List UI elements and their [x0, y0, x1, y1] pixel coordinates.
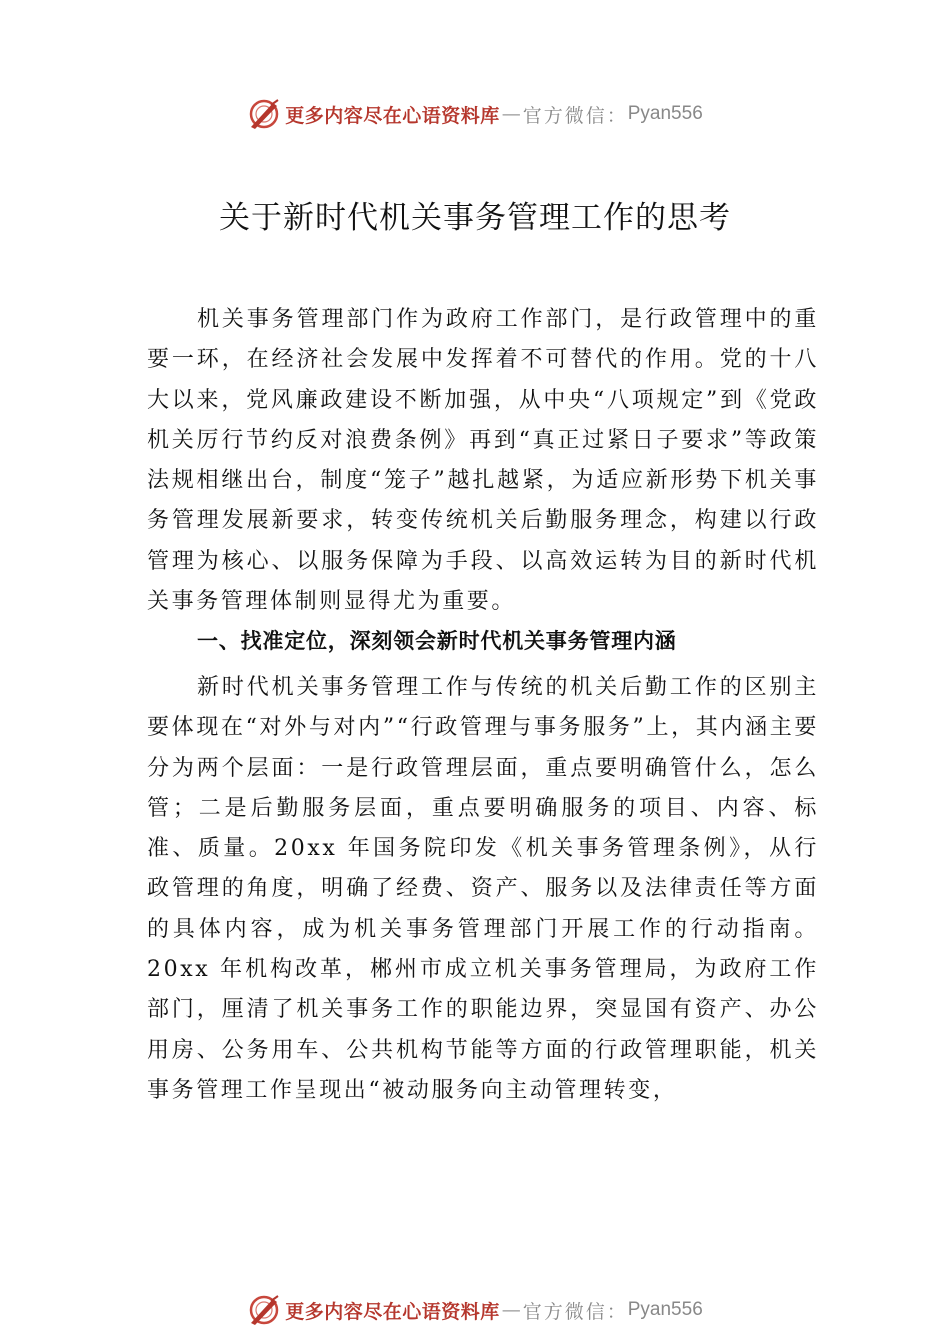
paragraph-section-1: 新时代机关事务管理工作与传统的机关后勤工作的区别主要体现在“对外与对内”“行政管理与事务服务”上，其内涵主要分为两个层面：一是行政管理层面，重点要明确管什么，怎么管；二是后勤服务层面，重点要明确服务的项目、内容、标准、质量。20xx 年国务院印发《机关事务管理条例》，从行政管理的角度，明确了经费、资产、服务以及法律责任等方面的具体内容，成为机关事务管理部门开展工作的行动指南。20xx 年机构改革，郴州市成立机关事务管理局，为政府工作部门，厘清了机关事务工作的职能边界，突显国有资产、办公用房、公务用车、公共机构节能等方面的行政管理职能，机关事务管理工作呈现出“被动服务向主动管理转变，	[147, 675, 819, 1103]
document-title: 关于新时代机关事务管理工作的思考	[219, 200, 731, 236]
watermark-label: 官方微信：	[522, 1300, 628, 1323]
footer-watermark	[0, 1290, 950, 1330]
watermark-wechat-id: Pyan556	[627, 103, 703, 124]
watermark-brand: 更多内容尽在心语资料库	[285, 104, 500, 127]
watermark-label: 官方微信：	[522, 104, 628, 127]
watermark-brand: 更多内容尽在心语资料库	[285, 1300, 500, 1323]
watermark-dash: —	[501, 1299, 521, 1321]
paragraph-intro: 机关事务管理部门作为政府工作部门，是行政管理中的重要一环，在经济社会发展中发挥着不可替代的作用。党的十八大以来，党风廉政建设不断加强，从中央“八项规定”到《党政机关厉行节约反对浪费条例》再到“真正过紧日子要求”等政策法规相继出台，制度“笼子”越扎越紧，为适应新形势下机关事务管理发展新要求，转变传统机关后勤服务理念，构建以行政管理为核心、以服务保障为手段、以高效运转为目的新时代机关事务管理体制则显得尤为重要。	[147, 307, 819, 615]
section-heading-1: 一、找准定位，深刻领会新时代机关事务管理内涵	[197, 629, 677, 653]
pen-circle-logo-icon	[247, 1293, 281, 1327]
watermark-wechat-id: Pyan556	[627, 1299, 703, 1320]
header-watermark	[0, 94, 950, 134]
pen-circle-logo-icon	[247, 97, 281, 131]
watermark-dash: —	[501, 103, 521, 125]
